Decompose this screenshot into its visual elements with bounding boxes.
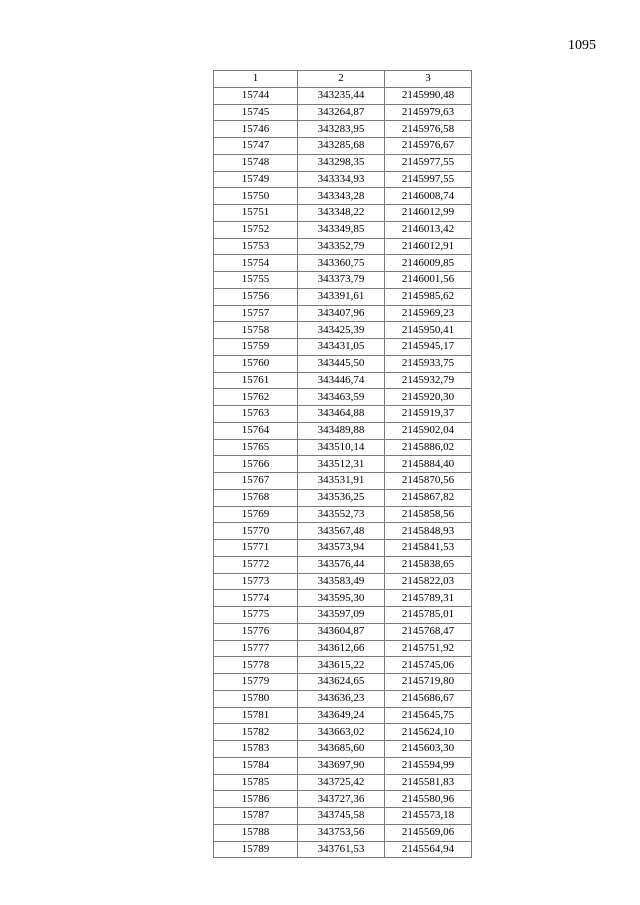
table-row bbox=[214, 841, 472, 858]
cell-point-number: 15775 bbox=[214, 607, 298, 624]
cell-x-coordinate: 343431,05 bbox=[298, 339, 385, 356]
cell-x-coordinate: 343663,02 bbox=[298, 724, 385, 741]
cell-y-coordinate: 2145976,58 bbox=[385, 121, 472, 138]
cell-x-coordinate: 343512,31 bbox=[298, 456, 385, 473]
table-row bbox=[214, 456, 472, 473]
table-row bbox=[214, 389, 472, 406]
cell-y-coordinate: 2145969,23 bbox=[385, 305, 472, 322]
table-row bbox=[214, 623, 472, 640]
cell-y-coordinate: 2145645,75 bbox=[385, 707, 472, 724]
cell-x-coordinate: 343531,91 bbox=[298, 473, 385, 490]
cell-x-coordinate: 343576,44 bbox=[298, 556, 385, 573]
table-row bbox=[214, 439, 472, 456]
cell-point-number: 15777 bbox=[214, 640, 298, 657]
table-row bbox=[214, 556, 472, 573]
cell-x-coordinate: 343761,53 bbox=[298, 841, 385, 858]
cell-point-number: 15763 bbox=[214, 406, 298, 423]
cell-x-coordinate: 343349,85 bbox=[298, 221, 385, 238]
cell-y-coordinate: 2145686,67 bbox=[385, 690, 472, 707]
cell-x-coordinate: 343391,61 bbox=[298, 288, 385, 305]
table-row bbox=[214, 138, 472, 155]
cell-y-coordinate: 2145867,82 bbox=[385, 489, 472, 506]
cell-point-number: 15768 bbox=[214, 489, 298, 506]
cell-point-number: 15769 bbox=[214, 506, 298, 523]
cell-point-number: 15780 bbox=[214, 690, 298, 707]
table-row bbox=[214, 255, 472, 272]
table-body bbox=[214, 87, 472, 858]
cell-point-number: 15776 bbox=[214, 623, 298, 640]
table-row bbox=[214, 757, 472, 774]
cell-x-coordinate: 343510,14 bbox=[298, 439, 385, 456]
table-row bbox=[214, 154, 472, 171]
cell-y-coordinate: 2145997,55 bbox=[385, 171, 472, 188]
table-row bbox=[214, 188, 472, 205]
cell-x-coordinate: 343552,73 bbox=[298, 506, 385, 523]
cell-x-coordinate: 343595,30 bbox=[298, 590, 385, 607]
table-row bbox=[214, 355, 472, 372]
table-row bbox=[214, 607, 472, 624]
cell-y-coordinate: 2145858,56 bbox=[385, 506, 472, 523]
cell-y-coordinate: 2145581,83 bbox=[385, 774, 472, 791]
cell-y-coordinate: 2145785,01 bbox=[385, 607, 472, 624]
cell-x-coordinate: 343649,24 bbox=[298, 707, 385, 724]
table-row bbox=[214, 221, 472, 238]
table-row bbox=[214, 657, 472, 674]
cell-y-coordinate: 2145594,99 bbox=[385, 757, 472, 774]
cell-x-coordinate: 343348,22 bbox=[298, 205, 385, 222]
table-row bbox=[214, 674, 472, 691]
cell-x-coordinate: 343745,58 bbox=[298, 808, 385, 825]
cell-point-number: 15745 bbox=[214, 104, 298, 121]
cell-point-number: 15744 bbox=[214, 87, 298, 104]
cell-x-coordinate: 343725,42 bbox=[298, 774, 385, 791]
cell-y-coordinate: 2146013,42 bbox=[385, 221, 472, 238]
cell-point-number: 15778 bbox=[214, 657, 298, 674]
cell-y-coordinate: 2145569,06 bbox=[385, 824, 472, 841]
table-row bbox=[214, 238, 472, 255]
table-row bbox=[214, 288, 472, 305]
cell-y-coordinate: 2145564,94 bbox=[385, 841, 472, 858]
cell-y-coordinate: 2146009,85 bbox=[385, 255, 472, 272]
cell-x-coordinate: 343573,94 bbox=[298, 540, 385, 557]
cell-x-coordinate: 343536,25 bbox=[298, 489, 385, 506]
cell-x-coordinate: 343407,96 bbox=[298, 305, 385, 322]
column-header-x-coordinate: 2 bbox=[298, 71, 385, 88]
cell-y-coordinate: 2145990,48 bbox=[385, 87, 472, 104]
cell-y-coordinate: 2145919,37 bbox=[385, 406, 472, 423]
cell-y-coordinate: 2145950,41 bbox=[385, 322, 472, 339]
table-row bbox=[214, 506, 472, 523]
column-header-y-coordinate: 3 bbox=[385, 71, 472, 88]
cell-y-coordinate: 2146008,74 bbox=[385, 188, 472, 205]
cell-y-coordinate: 2145624,10 bbox=[385, 724, 472, 741]
column-header-point-number: 1 bbox=[214, 71, 298, 88]
table-row bbox=[214, 406, 472, 423]
cell-point-number: 15754 bbox=[214, 255, 298, 272]
cell-point-number: 15760 bbox=[214, 355, 298, 372]
table-row bbox=[214, 808, 472, 825]
cell-point-number: 15748 bbox=[214, 154, 298, 171]
cell-y-coordinate: 2145745,06 bbox=[385, 657, 472, 674]
cell-y-coordinate: 2145768,47 bbox=[385, 623, 472, 640]
cell-point-number: 15759 bbox=[214, 339, 298, 356]
cell-x-coordinate: 343612,66 bbox=[298, 640, 385, 657]
cell-x-coordinate: 343583,49 bbox=[298, 573, 385, 590]
table-row bbox=[214, 791, 472, 808]
table-row bbox=[214, 205, 472, 222]
cell-point-number: 15756 bbox=[214, 288, 298, 305]
table-row bbox=[214, 824, 472, 841]
cell-x-coordinate: 343567,48 bbox=[298, 523, 385, 540]
cell-y-coordinate: 2145603,30 bbox=[385, 741, 472, 758]
cell-x-coordinate: 343285,68 bbox=[298, 138, 385, 155]
cell-point-number: 15758 bbox=[214, 322, 298, 339]
cell-x-coordinate: 343464,88 bbox=[298, 406, 385, 423]
coordinates-table bbox=[213, 70, 472, 858]
cell-x-coordinate: 343489,88 bbox=[298, 422, 385, 439]
table-row bbox=[214, 339, 472, 356]
cell-point-number: 15772 bbox=[214, 556, 298, 573]
cell-point-number: 15784 bbox=[214, 757, 298, 774]
cell-y-coordinate: 2145979,63 bbox=[385, 104, 472, 121]
table-row bbox=[214, 121, 472, 138]
cell-y-coordinate: 2146012,99 bbox=[385, 205, 472, 222]
cell-y-coordinate: 2146012,91 bbox=[385, 238, 472, 255]
table-row bbox=[214, 87, 472, 104]
table-row bbox=[214, 590, 472, 607]
cell-x-coordinate: 343685,60 bbox=[298, 741, 385, 758]
cell-point-number: 15749 bbox=[214, 171, 298, 188]
cell-x-coordinate: 343264,87 bbox=[298, 104, 385, 121]
cell-x-coordinate: 343697,90 bbox=[298, 757, 385, 774]
cell-x-coordinate: 343343,28 bbox=[298, 188, 385, 205]
cell-y-coordinate: 2145870,56 bbox=[385, 473, 472, 490]
cell-point-number: 15767 bbox=[214, 473, 298, 490]
cell-point-number: 15764 bbox=[214, 422, 298, 439]
table-row bbox=[214, 540, 472, 557]
table-row bbox=[214, 104, 472, 121]
cell-point-number: 15766 bbox=[214, 456, 298, 473]
table-row bbox=[214, 322, 472, 339]
cell-point-number: 15779 bbox=[214, 674, 298, 691]
cell-y-coordinate: 2145976,67 bbox=[385, 138, 472, 155]
cell-x-coordinate: 343352,79 bbox=[298, 238, 385, 255]
cell-y-coordinate: 2145932,79 bbox=[385, 372, 472, 389]
cell-y-coordinate: 2145884,40 bbox=[385, 456, 472, 473]
cell-point-number: 15752 bbox=[214, 221, 298, 238]
cell-point-number: 15770 bbox=[214, 523, 298, 540]
table-row bbox=[214, 724, 472, 741]
cell-x-coordinate: 343636,23 bbox=[298, 690, 385, 707]
cell-x-coordinate: 343597,09 bbox=[298, 607, 385, 624]
cell-x-coordinate: 343283,95 bbox=[298, 121, 385, 138]
table-row bbox=[214, 272, 472, 289]
cell-point-number: 15789 bbox=[214, 841, 298, 858]
table-row bbox=[214, 305, 472, 322]
cell-x-coordinate: 343445,50 bbox=[298, 355, 385, 372]
cell-x-coordinate: 343753,56 bbox=[298, 824, 385, 841]
cell-x-coordinate: 343373,79 bbox=[298, 272, 385, 289]
cell-y-coordinate: 2145789,31 bbox=[385, 590, 472, 607]
table-row bbox=[214, 707, 472, 724]
cell-y-coordinate: 2145841,53 bbox=[385, 540, 472, 557]
cell-point-number: 15783 bbox=[214, 741, 298, 758]
cell-point-number: 15781 bbox=[214, 707, 298, 724]
cell-x-coordinate: 343446,74 bbox=[298, 372, 385, 389]
cell-point-number: 15774 bbox=[214, 590, 298, 607]
cell-x-coordinate: 343604,87 bbox=[298, 623, 385, 640]
table-row bbox=[214, 690, 472, 707]
cell-x-coordinate: 343360,75 bbox=[298, 255, 385, 272]
cell-y-coordinate: 2145977,55 bbox=[385, 154, 472, 171]
cell-point-number: 15761 bbox=[214, 372, 298, 389]
cell-point-number: 15787 bbox=[214, 808, 298, 825]
cell-point-number: 15786 bbox=[214, 791, 298, 808]
table-row bbox=[214, 640, 472, 657]
cell-x-coordinate: 343334,93 bbox=[298, 171, 385, 188]
cell-y-coordinate: 2145580,96 bbox=[385, 791, 472, 808]
cell-y-coordinate: 2145822,03 bbox=[385, 573, 472, 590]
cell-y-coordinate: 2145902,04 bbox=[385, 422, 472, 439]
cell-y-coordinate: 2145933,75 bbox=[385, 355, 472, 372]
cell-y-coordinate: 2145751,92 bbox=[385, 640, 472, 657]
cell-y-coordinate: 2145573,18 bbox=[385, 808, 472, 825]
cell-x-coordinate: 343615,22 bbox=[298, 657, 385, 674]
table-row bbox=[214, 372, 472, 389]
cell-point-number: 15755 bbox=[214, 272, 298, 289]
cell-x-coordinate: 343624,65 bbox=[298, 674, 385, 691]
table-row bbox=[214, 171, 472, 188]
table-header-row bbox=[214, 71, 472, 88]
cell-point-number: 15747 bbox=[214, 138, 298, 155]
cell-x-coordinate: 343298,35 bbox=[298, 154, 385, 171]
cell-point-number: 15757 bbox=[214, 305, 298, 322]
cell-x-coordinate: 343727,36 bbox=[298, 791, 385, 808]
cell-point-number: 15750 bbox=[214, 188, 298, 205]
cell-point-number: 15765 bbox=[214, 439, 298, 456]
cell-point-number: 15785 bbox=[214, 774, 298, 791]
table-row bbox=[214, 741, 472, 758]
cell-point-number: 15782 bbox=[214, 724, 298, 741]
cell-point-number: 15762 bbox=[214, 389, 298, 406]
cell-y-coordinate: 2145848,93 bbox=[385, 523, 472, 540]
cell-point-number: 15771 bbox=[214, 540, 298, 557]
table-row bbox=[214, 473, 472, 490]
cell-y-coordinate: 2145719,80 bbox=[385, 674, 472, 691]
page-number: 1095 bbox=[568, 38, 596, 53]
cell-y-coordinate: 2145838,65 bbox=[385, 556, 472, 573]
cell-point-number: 15751 bbox=[214, 205, 298, 222]
table-row bbox=[214, 573, 472, 590]
cell-y-coordinate: 2145985,62 bbox=[385, 288, 472, 305]
cell-y-coordinate: 2145920,30 bbox=[385, 389, 472, 406]
cell-point-number: 15773 bbox=[214, 573, 298, 590]
cell-point-number: 15788 bbox=[214, 824, 298, 841]
table-row bbox=[214, 489, 472, 506]
table-row bbox=[214, 422, 472, 439]
cell-point-number: 15746 bbox=[214, 121, 298, 138]
cell-x-coordinate: 343235,44 bbox=[298, 87, 385, 104]
cell-y-coordinate: 2146001,56 bbox=[385, 272, 472, 289]
table-row bbox=[214, 523, 472, 540]
cell-y-coordinate: 2145886,02 bbox=[385, 439, 472, 456]
cell-y-coordinate: 2145945,17 bbox=[385, 339, 472, 356]
cell-x-coordinate: 343425,39 bbox=[298, 322, 385, 339]
cell-x-coordinate: 343463,59 bbox=[298, 389, 385, 406]
table-row bbox=[214, 774, 472, 791]
cell-point-number: 15753 bbox=[214, 238, 298, 255]
